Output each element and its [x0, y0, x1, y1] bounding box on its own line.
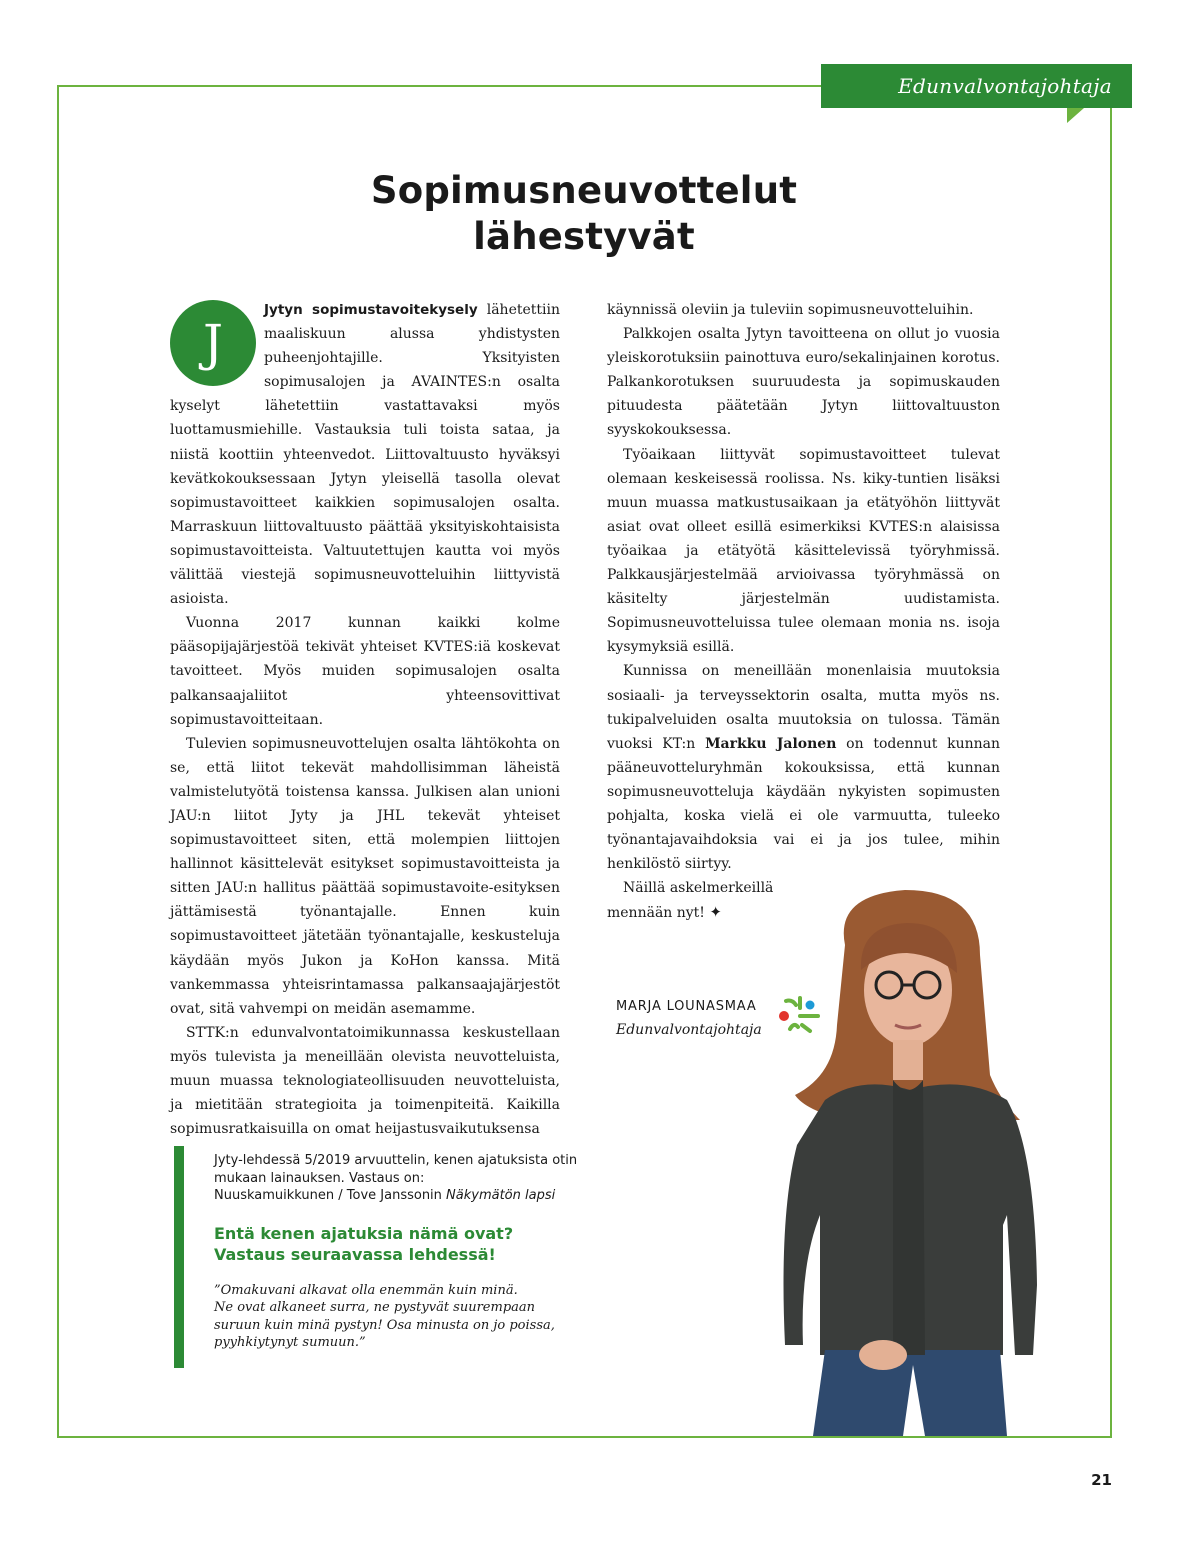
quote-bar	[174, 1146, 184, 1368]
author-photo	[775, 885, 1045, 1436]
quote-text	[214, 1282, 599, 1352]
article-column-left	[170, 298, 560, 1141]
paragraph-1-text: lähetettiin maaliskuun alussa yhdistysten puheenjohtajille. Yksityisten sopimusalojen ja AVAINTES:n osalta kyselyt lähetettiin vastattavaksi myös luottamusmiehille. Vastauksia tuli toista sataa, ja niistä koottiin yhteenvedot. Liittovaltuusto hyväksyi kevätkokouksessaan Jytyn yleisellä tasolla olevat sopimustavoitteet kaikkien sopimusalojen osalta. Marraskuun liittovaltuusto päättää yksityiskohtaisista sopimustavoitteista. Valtuutettujen kautta voi myös välittää viestejä sopimusneuvotteluihin liittyvistä asioista.	[170, 302, 560, 608]
author-role: Edunvalvontajohtaja	[616, 1022, 762, 1038]
paragraph-4: STTK:n edunvalvontatoimikunnassa keskustellaan myös tulevista ja meneillään olevista neuvotteluista, muun muassa teknologiateollisuuden neuvotteluista, ja mietitään strategioita ja toimenpiteitä. Kaikilla sopimusratkaisuilla on omat heijastusvaikutuksensa	[170, 1024, 560, 1138]
quote-line-2: Ne ovat alkaneet surra, ne pystyvät suurempaan	[214, 1300, 536, 1315]
paragraph-6: Palkkojen osalta Jytyn tavoitteena on ollut jo vuosia yleiskorotuksiin painottuva euro/sekalinjainen korotus. Palkankorotuksen suuruudesta ja sopimuskauden pituudesta päätetään Jytyn liittovaltuuston syyskokouksessa.	[607, 326, 1000, 439]
quote-content	[214, 1152, 599, 1352]
photo-neck	[893, 1040, 923, 1080]
quote-intro-line-1: Jyty-lehdessä 5/2019 arvuuttelin, kenen ajatuksista otin	[214, 1153, 578, 1168]
quote-intro-line-2: mukaan lainauksen. Vastaus on:	[214, 1170, 425, 1186]
paragraph-8-after: on todennut kunnan pääneuvotteluryhmän kokouksissa, että kunnan sopimusneuvotteluja käydään nykyisten sopimusten pohjalta, koska vielä ei ole varmuutta, tuleeko työnantajavaihdoksia vai ei ja jos tulee, mihin henkilöstö siirtyy.	[607, 735, 1000, 873]
quote-line-3: suruun kuin minä pystyn! Osa minusta on jo poissa,	[214, 1317, 555, 1333]
photo-hand	[859, 1340, 907, 1370]
closing-line-2: mennään nyt!	[607, 905, 705, 922]
quote-box	[174, 1146, 594, 1368]
quote-line-1: ”Omakuvani alkavat olla enemmän kuin minä.	[214, 1282, 518, 1298]
article-title	[300, 168, 868, 260]
bold-name: Markku Jalonen	[705, 735, 837, 752]
quote-question-line-1: Entä kenen ajatuksia nämä ovat?	[214, 1223, 514, 1243]
section-tab: Edunvalvontajohtaja	[821, 64, 1132, 108]
paragraph-8-before: Kunnissa on meneillään monenlaisia muutoksia sosiaali- ja terveyssektorin osalta, mutta myös ns. tukipalveluiden osalta muutoksia on tulossa. Tämän vuoksi KT:n	[607, 663, 1000, 752]
drop-cap: J	[170, 300, 256, 386]
paragraph-2: Vuonna 2017 kunnan kaikki kolme pääsopijajärjestöä tekivät yhteiset KVTES:iä koskevat tavoitteet. Myös muiden sopimusalojen osalta palkansaajaliitot yhteensovittivat sopimustavoitteitaan.	[170, 615, 560, 728]
article-column-right	[607, 298, 1000, 925]
paragraph-8	[607, 659, 1000, 876]
lead-bold: Jytyn sopimustavoitekysely	[264, 302, 478, 318]
title-line-1: Sopimusneuvottelut	[370, 169, 798, 212]
quote-intro	[214, 1152, 599, 1205]
photo-cardigan-opening	[893, 1080, 925, 1355]
quote-line-4: pyyhkiytynyt sumuun.”	[214, 1335, 366, 1350]
end-mark-icon: ✦	[709, 903, 722, 922]
paragraph-3: Tulevien sopimusneuvottelujen osalta lähtökohta on se, että liitot tekevät mahdollisimman läheistä valmistelutyötä toistensa kanssa. Julkisen alan unioni JAU:n liitot Jyty ja JHL tekevät yhteiset sopimustavoitteet siten, että molempien liittojen hallinnot käsittelevät esitykset sopimustavoitteista ja sitten JAU:n hallitus päättää sopimustavoite-esityksen jättämisestä työnantajalle. Ennen kuin sopimustavoitteet jätetään työnantajalle, keskusteluja käydään myös Jukon ja KoHon kanssa. Mitä vankemmassa yhteisrintamassa palkansaajajärjestöt ovat, sitä vahvempi on meidän asemamme.	[170, 735, 560, 1017]
paragraph-5: käynnissä oleviin ja tuleviin sopimusneuvotteluihin.	[607, 302, 974, 318]
closing-line-1: Näillä askelmerkeillä	[623, 880, 774, 897]
author-byline	[616, 996, 786, 1042]
page-number: 21	[1091, 1471, 1112, 1489]
paragraph-7: Työaikaan liittyvät sopimustavoitteet tulevat olemaan keskeisessä roolissa. Ns. kiky-tuntien lisäksi muun muassa matkustusaikaan ja etätyöhön liittyvät asiat ovat olleet esillä esimerkiksi KVTES:n alaisissa työaikaa ja etätyötä käsittelevissä työryhmissä. Palkkausjärjestelmää arvioivassa työryhmässä on käsitelty järjestelmän uudistamista. Sopimusneuvotteluissa tulee olemaan monia ns. isoja kysymyksiä esillä.	[607, 446, 1000, 656]
photo-jeans	[813, 1350, 1007, 1436]
quote-question-line-2: Vastaus seuraavassa lehdessä!	[214, 1244, 496, 1264]
author-name: MARJA LOUNASMAA	[616, 999, 757, 1014]
quote-intro-line-3: Nuuskamuikkunen / Tove Janssonin	[214, 1188, 447, 1203]
quote-question	[214, 1223, 599, 1265]
book-title: Näkymätön lapsi	[446, 1188, 556, 1203]
title-line-2: lähestyvät	[473, 215, 695, 258]
section-tab-notch	[1067, 108, 1084, 123]
